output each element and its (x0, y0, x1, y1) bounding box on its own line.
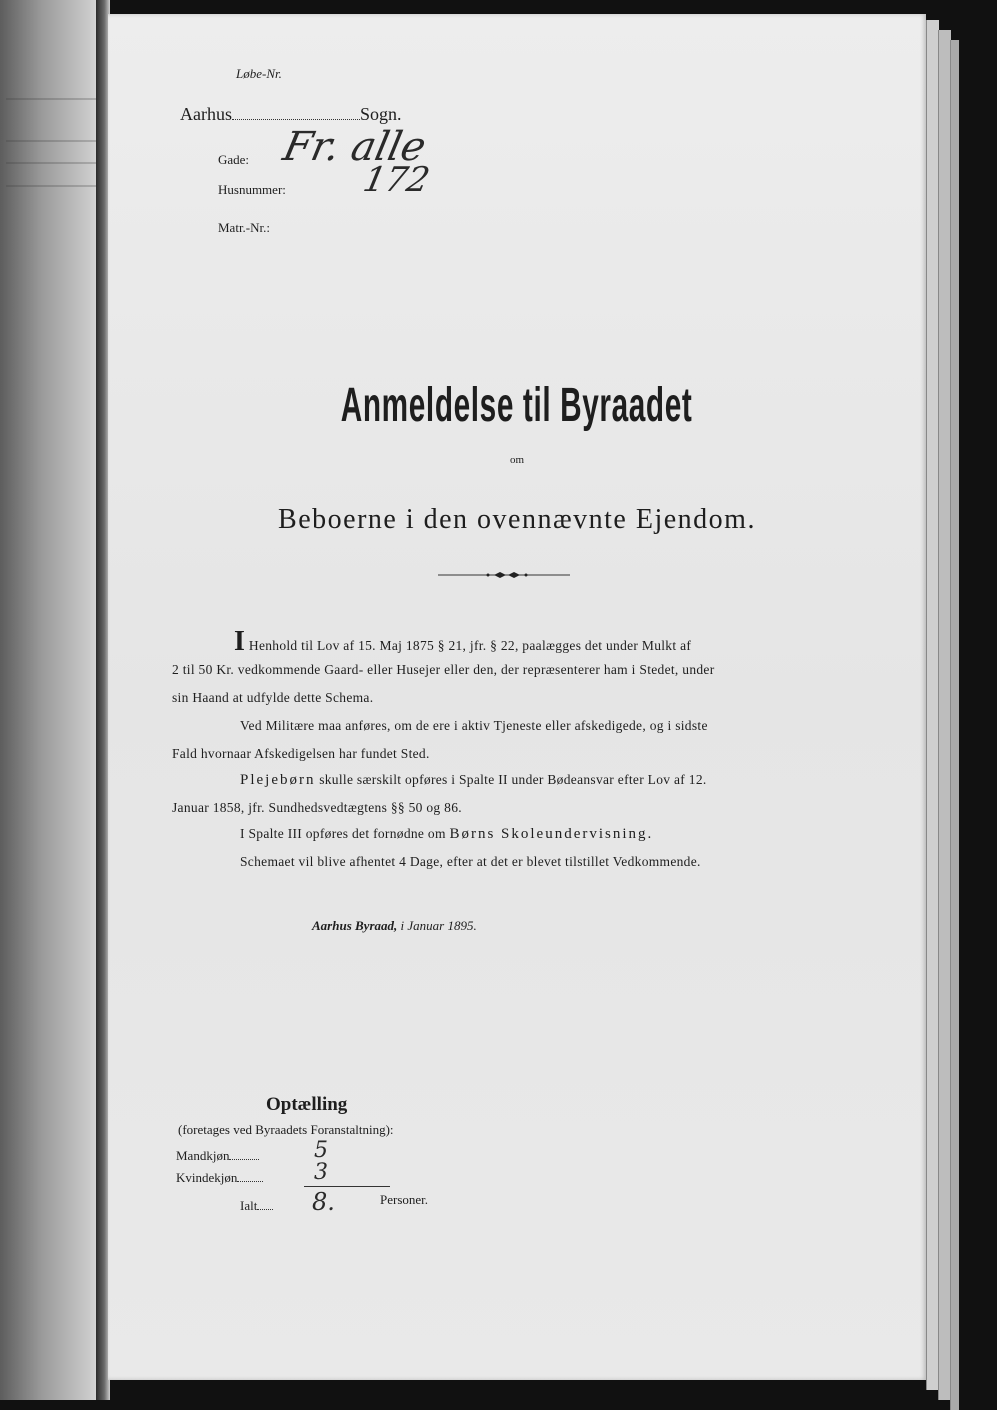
loebe-nr-label: Løbe-Nr. (236, 66, 282, 81)
matr-label: Matr.-Nr.: (218, 220, 270, 235)
p1-line1-text: Henhold til Lov af 15. Maj 1875 § 21, jfr. § 22, paalægges det under Mulkt af (248, 638, 692, 653)
signature-text: Aarhus Byraad, (312, 918, 398, 933)
female-label (176, 1170, 263, 1186)
paragraph-2-line-1: Ved Militære maa anføres, om de ere i aktiv Tjeneste eller afskedigede, og i sidste (240, 718, 708, 733)
total-label-text: Ialt (240, 1198, 258, 1213)
left-page-edge (0, 0, 104, 1400)
persons-label: Personer. (380, 1192, 429, 1207)
male-value: 5 (314, 1138, 328, 1163)
title-wrap (108, 378, 926, 433)
paragraph-3-line-2: Januar 1858, jfr. Sundhedsvedtægtens §§ 50 og 86. (172, 800, 462, 815)
parish-line (180, 104, 402, 125)
street-handwritten: Fr. alle (279, 124, 430, 170)
plejeboern-emph: Plejebørn (240, 772, 316, 788)
p3-line1-text: skulle særskilt opføres i Spalte II under Bødeansvar efter Lov af 12. (319, 772, 707, 787)
document-title: Anmeldelse til Byraadet (341, 379, 693, 432)
female-dots (237, 1181, 263, 1182)
parish-suffix: Sogn. (360, 104, 402, 124)
skoleundervisning-emph: Børns Skoleundervisning. (449, 826, 654, 842)
house-number-label: Husnummer: (218, 182, 286, 197)
p4-text: I Spalte III opføres det fornødne om (240, 826, 446, 841)
count-note: (foretages ved Byraadets Foranstaltning): (178, 1122, 394, 1137)
parish-blank (232, 119, 360, 120)
page-stack-edge (950, 40, 959, 1410)
paragraph-2-line-2: Fald hvornaar Afskedigelsen har fundet Sted. (172, 746, 430, 761)
total-value: 8. (312, 1188, 335, 1216)
drop-initial: I (234, 626, 246, 657)
parish-prefix: Aarhus (180, 104, 232, 124)
female-value: 3 (314, 1160, 328, 1185)
street-label: Gade: (218, 152, 250, 167)
connector-om: om (509, 454, 525, 466)
total-dots (257, 1209, 273, 1210)
paragraph-1-line-3: sin Haand at udfylde dette Schema. (172, 690, 374, 705)
total-label (240, 1198, 273, 1214)
male-dots (229, 1159, 259, 1160)
signature-date: i Januar 1895. (400, 918, 477, 933)
female-label-text: Kvindekjøn (176, 1170, 238, 1185)
sum-rule (304, 1186, 390, 1187)
paragraph-1-line-2: 2 til 50 Kr. vedkommende Gaard- eller Husejer eller den, der repræsenterer ham i Stedet, under (172, 662, 715, 677)
house-number-handwritten: 172 (359, 160, 434, 200)
male-label-text: Mandkjøn (176, 1148, 230, 1163)
paragraph-1-line-1 (234, 626, 691, 658)
paragraph-5: Schemaet vil blive afhentet 4 Dage, efter at det er blevet tilstillet Vedkommende. (240, 854, 701, 869)
male-label (176, 1148, 259, 1164)
signature-line (312, 918, 477, 934)
document-subtitle: Beboerne i den ovennævnte Ejendom. (278, 504, 756, 535)
paragraph-4 (240, 826, 653, 843)
document-page (108, 14, 926, 1380)
ornament-divider (438, 570, 570, 580)
count-heading: Optælling (266, 1094, 348, 1115)
paragraph-3-line-1 (240, 772, 707, 789)
